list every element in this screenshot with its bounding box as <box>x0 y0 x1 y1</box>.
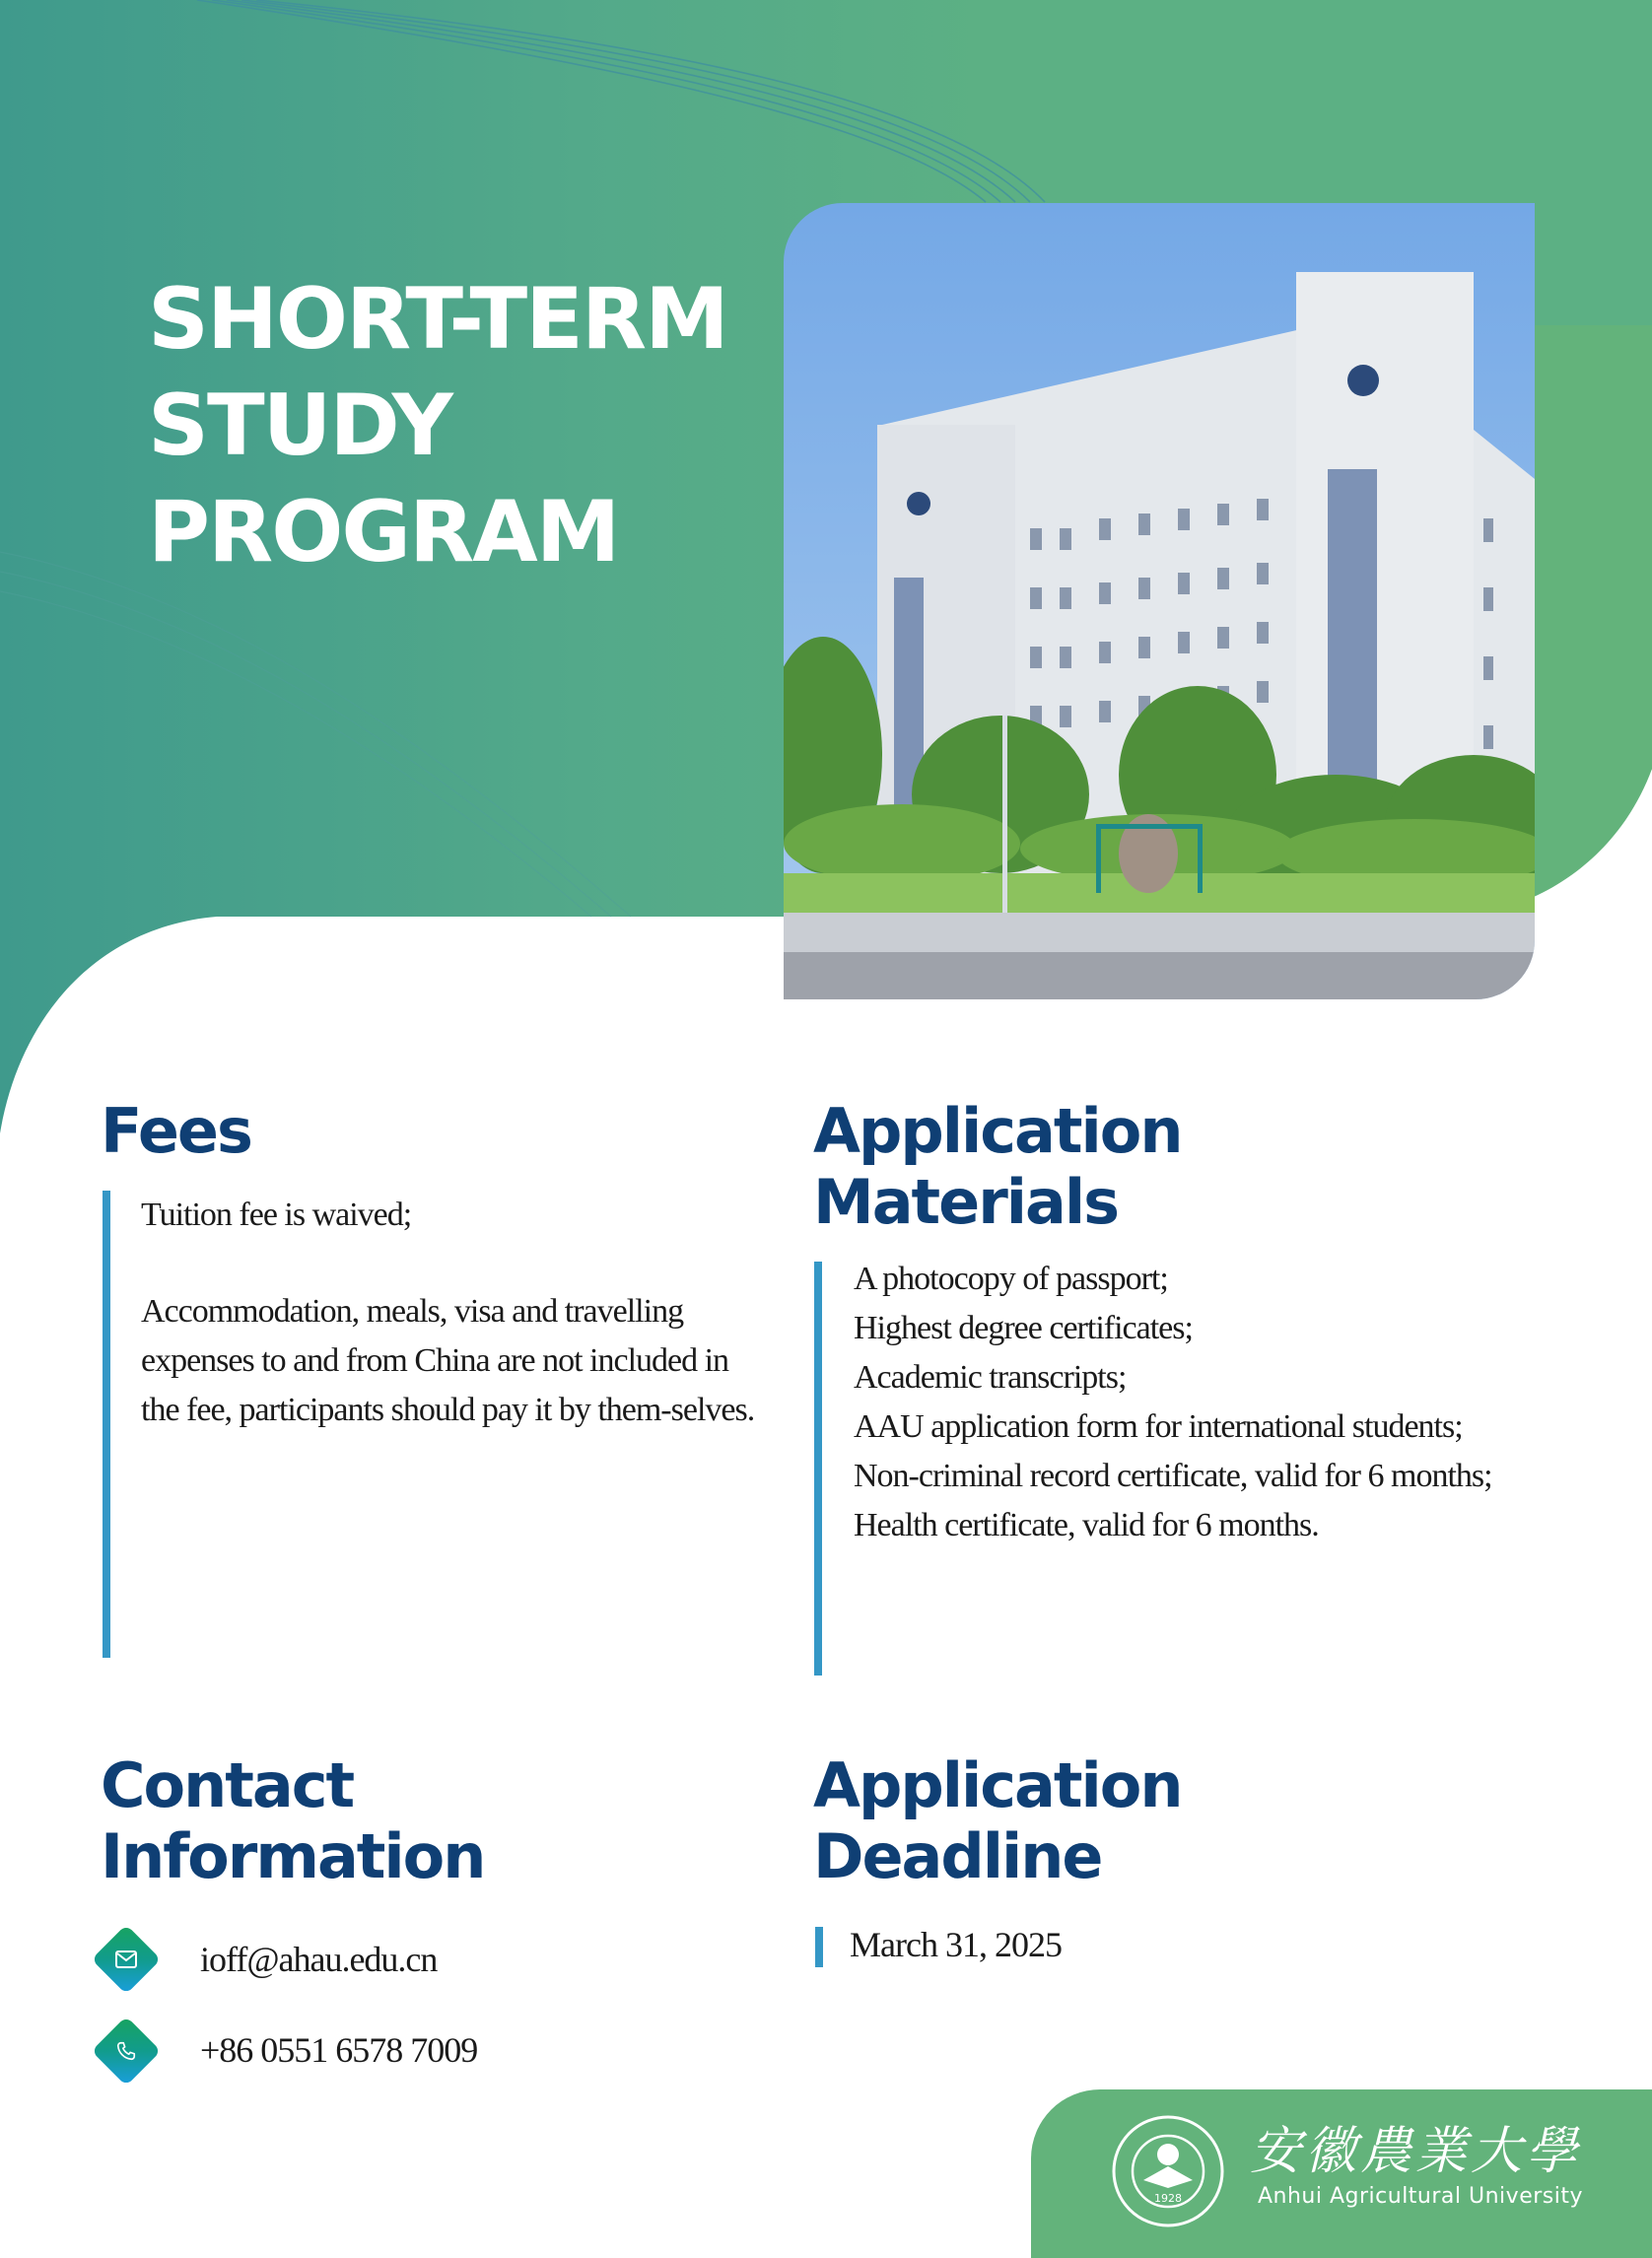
materials-item: Health certificate, valid for 6 months. <box>854 1507 1319 1543</box>
footer-logo-banner <box>1031 2089 1652 2258</box>
heading-line: Fees <box>101 1095 251 1167</box>
deadline-accent-bar <box>815 1927 823 1967</box>
heading-line: Materials <box>813 1166 1119 1238</box>
materials-heading <box>813 1096 1181 1238</box>
title-line: PROGRAM <box>148 483 619 582</box>
university-name-english: Anhui Agricultural University <box>1258 2184 1583 2209</box>
materials-list <box>854 1255 1642 1550</box>
fees-accent-bar <box>103 1191 110 1658</box>
fees-paragraph: Tuition fee is waived; <box>141 1197 412 1233</box>
heading-line: Contact <box>101 1749 354 1821</box>
heading-line: Application <box>813 1095 1182 1167</box>
email-link[interactable]: ioff@ahau.edu.cn <box>200 1940 438 1979</box>
title-line: STUDY <box>148 376 451 475</box>
materials-item: AAU application form for international students; <box>854 1408 1463 1445</box>
campus-building-photo <box>784 203 1535 999</box>
deadline-date: March 31, 2025 <box>850 1925 1062 1964</box>
page-title <box>148 266 727 585</box>
heading-line: Application <box>813 1749 1182 1821</box>
heading-line: Deadline <box>813 1820 1102 1892</box>
fees-paragraph: Accommodation, meals, visa and travelling expenses to and from China are not included in the fee, participants should pay it by them-selves. <box>141 1293 755 1428</box>
materials-item: Non-criminal record certificate, valid for 6 months; <box>854 1458 1492 1494</box>
materials-item: Academic transcripts; <box>854 1359 1127 1396</box>
seal-year: 1928 <box>1154 2192 1182 2205</box>
deadline-heading <box>813 1750 1181 1892</box>
contact-heading <box>101 1750 484 1892</box>
phone-link[interactable]: +86 0551 6578 7009 <box>200 2030 478 2070</box>
materials-accent-bar <box>814 1262 822 1676</box>
phone-icon <box>92 2017 161 2086</box>
fees-heading <box>101 1096 251 1167</box>
mail-icon <box>92 1925 161 1994</box>
materials-item: Highest degree certificates; <box>854 1310 1193 1346</box>
university-name-chinese: 安徽農業大學 <box>1250 2122 1582 2181</box>
title-line: SHORT-TERM <box>148 270 727 369</box>
heading-line: Information <box>101 1820 485 1892</box>
fees-text <box>141 1191 772 1435</box>
materials-item: A photocopy of passport; <box>854 1261 1168 1297</box>
university-seal-logo <box>1112 2115 1224 2227</box>
